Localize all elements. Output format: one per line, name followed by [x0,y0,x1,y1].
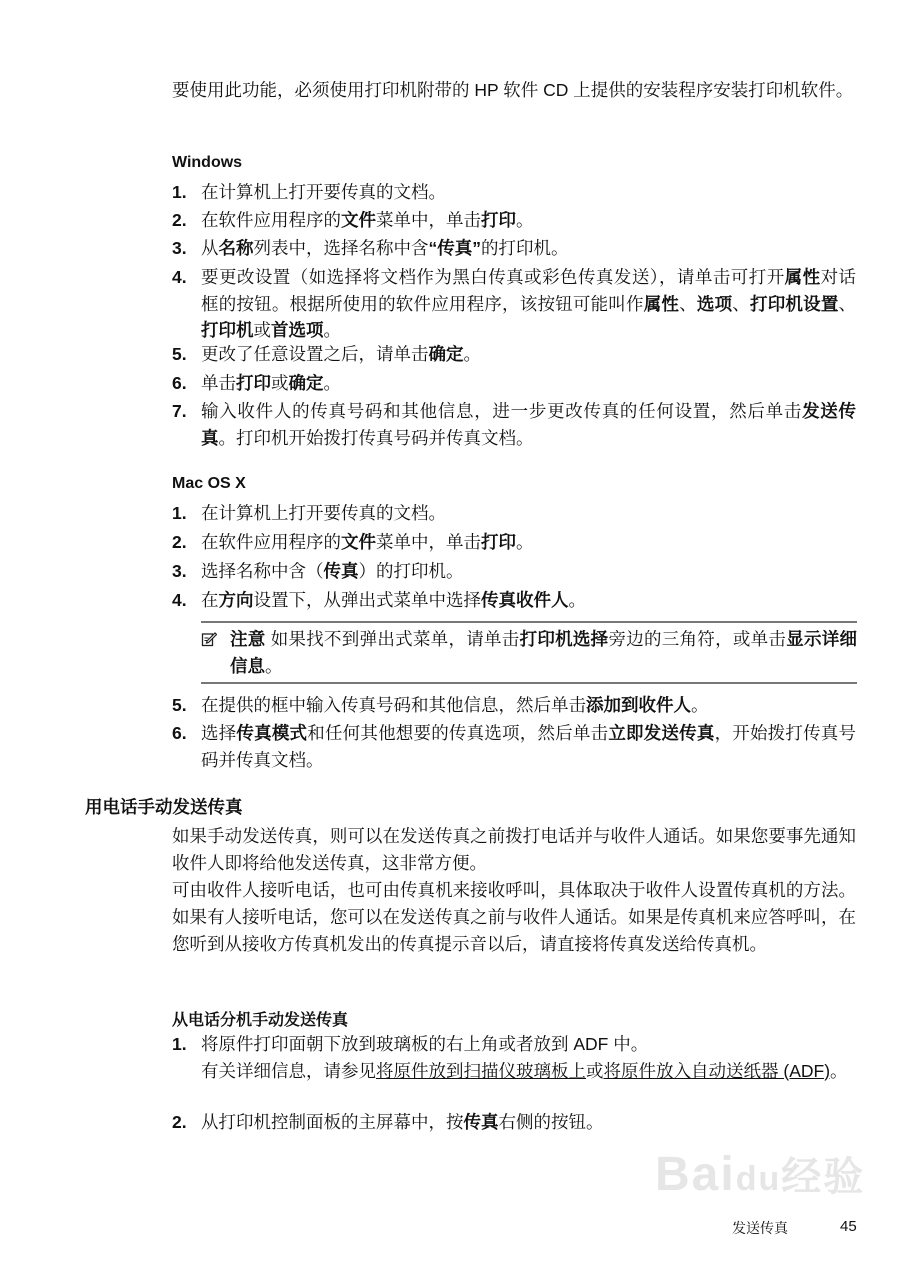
bold-term: 确定 [428,344,464,364]
text-run: 从 [201,238,219,258]
text-run: 、 [679,293,697,314]
text-run: 、 [732,293,750,314]
item-text [201,179,856,206]
text-run: 在提供的框中输入传真号码和其他信息，然后单击 [201,695,586,715]
bold-term: “传真” [428,238,481,258]
text-run: 。 [568,590,586,610]
text-run: 如果找不到弹出式菜单，请单击 [265,629,520,649]
text-run: 菜单中，单击 [376,532,481,552]
item-text [201,398,856,451]
bold-term: 方向 [218,590,254,610]
item-number: 1. [172,503,187,523]
item-text [201,1109,856,1136]
text-run: 或 [253,320,271,340]
text-run: ，开始拨打传真号码并传真文档。 [201,723,857,770]
bold-term: 属性 [784,267,821,287]
bold-term: 打印 [481,532,516,552]
text-run: 设置下，从弹出式菜单中选择 [253,590,481,610]
list-item [172,1031,856,1084]
bold-term: 确定 [288,373,324,393]
item-text [201,529,856,556]
text-run: 。 [691,695,709,715]
text-run: 在计算机上打开要传真的文档。 [201,182,446,202]
text-run: 有关详细信息，请参见 [201,1060,376,1081]
text-run: 菜单中，单击 [376,210,481,230]
list-item [172,235,856,262]
bold-term: 注意 [230,629,266,649]
item-number: 1. [172,1034,187,1054]
text-run: 对话框的按钮。根据所使用的软件应用程序，该按钮可能叫作 [201,267,857,314]
item-text [201,692,856,719]
bold-term: 传真 [463,1112,499,1132]
text-run: 如果手动发送传真，则可以在发送传真之前拨打电话并与收件人通话。如果您要事先通知收件人即将给他发送传真，这非常方便。 [172,826,856,873]
item-text [201,720,856,773]
text-run: 和任何其他想要的传真选项，然后单击 [307,723,609,743]
list-item [172,500,856,527]
item-text [201,370,856,397]
text-run: 。打印机开始拨打传真号码并传真文档。 [218,427,534,448]
list-item [172,179,856,206]
text-run: 从打印机控制面板的主屏幕中，按 [201,1112,464,1132]
list-item [172,264,856,344]
paragraph [172,877,856,958]
text-run: 或 [586,1060,604,1081]
text-run: ）的打印机。 [358,561,464,581]
section-heading-windows: Windows [172,154,243,171]
item-number: 3. [172,238,187,258]
bold-term: 打印 [236,373,271,393]
footer-section-title: 发送传真 [732,1220,788,1236]
bold-term: 选项 [696,293,733,314]
list-item [172,1109,856,1136]
bold-term: 添加到收件人 [586,695,691,715]
cross-reference-link[interactable]: 将原件放入自动送纸器 (ADF) [603,1060,831,1081]
text-run: 输入收件人的传真号码和其他信息，进一步更改传真的任何设置，然后单击 [201,401,803,421]
list-item [172,370,856,397]
bold-term: 文件 [341,210,376,230]
section-heading-manual-fax: 用电话手动发送传真 [85,797,243,817]
item-text [201,341,856,368]
note-box [201,626,857,679]
text-run: 。 [516,210,534,230]
item-text [201,500,856,527]
note-pencil-icon [201,631,217,647]
item-number: 2. [172,1112,187,1132]
text-run: 的打印机。 [481,238,569,258]
list-item [172,558,856,585]
item-number: 6. [172,373,187,393]
item-number: 1. [172,182,187,202]
bold-term: 属性 [643,293,680,314]
list-item [172,587,856,614]
subheading-extension-fax: 从电话分机手动发送传真 [172,1012,349,1029]
item-number: 3. [172,561,187,581]
text-run: 在软件应用程序的 [201,532,341,552]
text-run: 更改了任意设置之后，请单击 [201,344,429,364]
item-text [201,264,856,344]
text-run: 在 [201,590,219,610]
bold-term: 打印机选择 [519,629,609,649]
bold-term: 打印机 [201,320,254,340]
item-text [201,1031,856,1058]
text-run: 列表中，选择名称中含 [253,238,429,258]
item-subtext [201,1058,856,1085]
list-item [172,207,856,234]
text-run: 要使用此功能，必须使用打印机附带的 HP 软件 CD 上提供的安装程序安装打印机软件。 [172,80,854,100]
bold-term: 传真收件人 [481,590,569,610]
text-run: 。 [463,344,481,364]
text-run: 旁边的三角符，或单击 [608,629,787,649]
list-item [172,398,856,451]
item-number: 7. [172,401,187,421]
bold-term: 打印机设置 [750,293,839,314]
item-number: 5. [172,344,187,364]
paragraph [172,823,856,877]
bold-term: 文件 [341,532,376,552]
note-text [230,626,857,679]
intro-paragraph [172,77,856,104]
item-text [201,587,856,614]
text-run: 或 [271,373,289,393]
bold-term: 打印 [481,210,516,230]
text-run: 。 [830,1060,848,1081]
note-bottom-rule [201,682,857,684]
list-item [172,720,856,773]
text-run: 、 [838,293,857,314]
text-run: 将原件打印面朝下放到玻璃板的右上角或者放到 ADF 中。 [201,1034,649,1054]
text-run: 可由收件人接听电话，也可由传真机来接收呼叫，具体取决于收件人设置传真机的方法。如果有人接听电话，您可以在发送传真之前与收件人通话。如果是传真机来应答呼叫，在您听到从接收方传真机发出的传真提示音以后，请直接将传真发送给传真机。 [172,880,856,954]
text-run: 。 [323,373,341,393]
item-text [201,207,856,234]
item-number: 4. [172,590,187,610]
text-run: 要更改设置（如选择将文档作为黑白传真或彩色传真发送），请单击可打开 [201,267,785,287]
bold-term: 传真 [323,561,359,581]
text-run: 选择 [201,723,237,743]
text-run: 在软件应用程序的 [201,210,341,230]
cross-reference-link[interactable]: 将原件放到扫描仪玻璃板上 [376,1060,586,1081]
text-run: 。 [265,655,283,676]
bold-term: 立即发送传真 [608,723,715,743]
item-number: 6. [172,723,187,743]
bold-term: 显示详细信息 [230,629,858,676]
text-run: 在计算机上打开要传真的文档。 [201,503,446,523]
watermark: Baidu经验 [655,1148,866,1201]
bold-term: 发送传真 [201,401,857,448]
list-item [172,692,856,719]
bold-term: 传真模式 [236,723,308,743]
item-number: 4. [172,267,187,287]
item-number: 2. [172,532,187,552]
bold-term: 首选项 [271,320,324,340]
item-number: 2. [172,210,187,230]
text-run: 。 [323,320,341,340]
list-item [172,341,856,368]
page-number: 45 [840,1218,857,1235]
list-item [172,529,856,556]
item-text [201,558,856,585]
section-heading-mac: Mac OS X [172,475,246,492]
bold-term: 名称 [218,238,254,258]
item-text [201,235,856,262]
text-run: 右侧的按钮。 [498,1112,604,1132]
item-number: 5. [172,695,187,715]
text-run: 选择名称中含（ [201,561,324,581]
text-run: 。 [516,532,534,552]
note-top-rule [201,621,857,623]
text-run: 单击 [201,373,236,393]
